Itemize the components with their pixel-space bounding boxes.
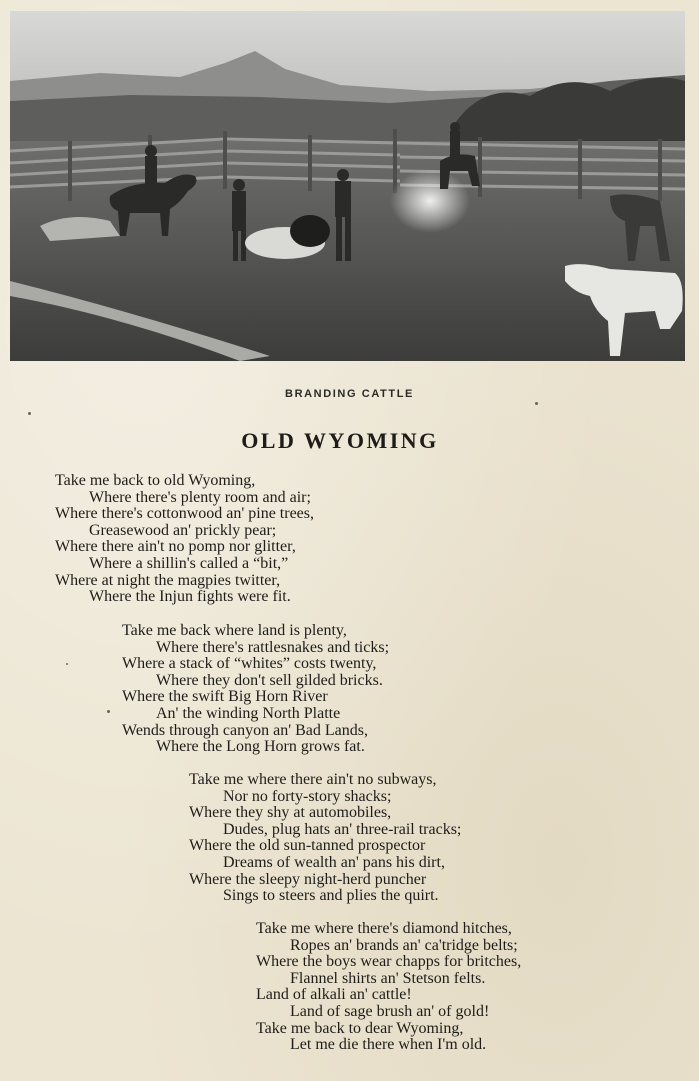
stanza-2 [122,623,389,756]
poem-line: Nor no forty-story shacks; [223,787,392,805]
stanza-1 [55,473,314,606]
poem-title: OLD WYOMING [241,428,439,453]
stanza-4 [256,921,521,1054]
poem-line: Where there's rattlesnakes and ticks; [156,638,390,656]
poem-line: Dreams of wealth an' pans his dirt, [223,853,445,871]
poem-line: Land of alkali an' cattle! [256,986,412,1004]
poem-line: Wends through canyon an' Bad Lands, [122,721,368,739]
poem-line: Take me back where land is plenty, [122,622,347,639]
poem-line: Sings to steers and plies the quirt. [223,887,439,905]
poem-line: Where they shy at automobiles, [189,804,392,822]
foxing-spot [28,412,31,415]
foxing-spot [535,402,538,405]
poem-line: Where there's cottonwood an' pine trees, [55,505,314,523]
stanza-3 [189,772,461,905]
poem-line: Take me back to old Wyoming, [55,472,256,489]
poem-line: Take me back to dear Wyoming, [256,1019,464,1037]
poem-line: Where there ain't no pomp nor glitter, [55,538,296,556]
poem-line: Where the boys wear chapps for britches, [256,953,522,971]
foxing-spot [66,663,68,665]
poem-line: Greasewood an' prickly pear; [89,521,277,539]
poem-line: Where the swift Big Horn River [122,688,328,706]
poem-line: Where a shillin's called a “bit,” [89,554,289,572]
poem-line: Where a stack of “whites” costs twenty, [122,655,377,673]
branding-cattle-photo [10,11,685,361]
poem-line: Where at night the magpies twitter, [55,571,281,589]
poem-line: Where they don't sell gilded bricks. [156,671,383,689]
poem-line: Take me where there's diamond hitches, [256,920,512,937]
poem-line: Where the old sun-tanned prospector [189,837,426,855]
poem-line: Dudes, plug hats an' three-rail tracks; [223,820,462,838]
poem-line: Where the Injun fights were fit. [89,588,291,606]
poem-line: Take me where there ain't no subways, [189,771,437,788]
poem-line: Where the Long Horn grows fat. [156,738,365,756]
poem-line: Where the sleepy night-herd puncher [189,870,427,888]
poem-line: An' the winding North Platte [156,704,341,722]
poem-line: Ropes an' brands an' ca'tridge belts; [290,936,518,954]
foxing-spot [107,710,110,713]
poem-line: Flannel shirts an' Stetson felts. [290,969,486,987]
photo-caption: BRANDING CATTLE [285,388,414,400]
poem-line: Land of sage brush an' of gold! [290,1002,490,1020]
poem-line: Let me die there when I'm old. [290,1036,487,1054]
poem-line: Where there's plenty room and air; [89,488,311,506]
